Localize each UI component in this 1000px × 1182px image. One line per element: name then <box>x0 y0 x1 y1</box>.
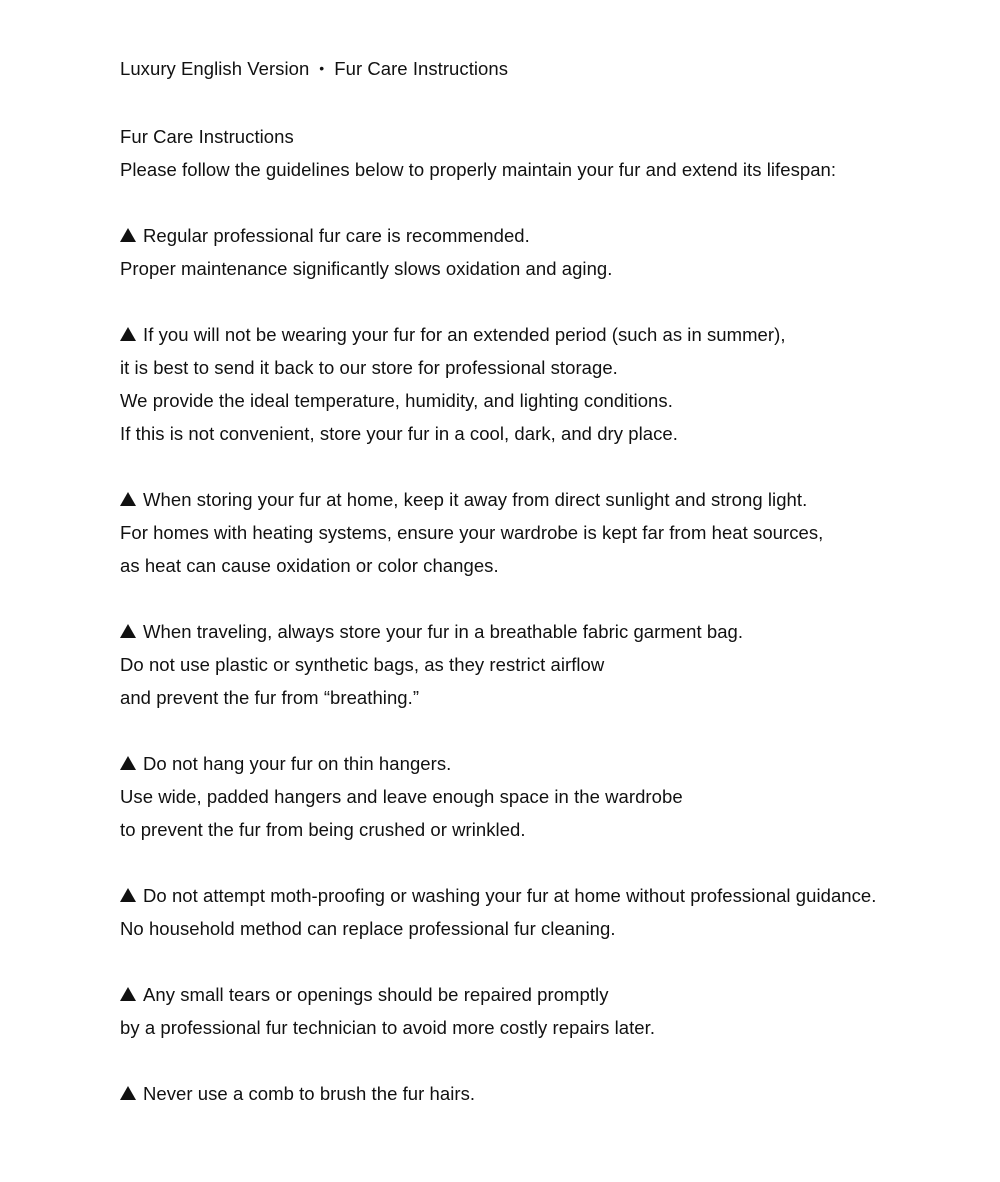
care-instruction <box>120 615 960 714</box>
care-instructions-list <box>120 219 960 1110</box>
care-instruction-lead <box>120 747 960 780</box>
care-instruction <box>120 879 960 945</box>
care-instruction-lead <box>120 615 960 648</box>
care-instruction-lead-text: When storing your fur at home, keep it away from direct sunlight and strong light. <box>143 489 808 510</box>
triangle-up-icon <box>120 624 136 638</box>
care-instruction-lead-text: Regular professional fur care is recommended. <box>143 225 530 246</box>
care-instruction <box>120 747 960 846</box>
header-version-label: Luxury English Version <box>120 58 310 79</box>
care-instruction-line: to prevent the fur from being crushed or wrinkled. <box>120 819 526 840</box>
care-instruction-line: Proper maintenance significantly slows oxidation and aging. <box>120 258 613 279</box>
document-header <box>120 52 960 87</box>
care-instruction-lead-text: Do not attempt moth-proofing or washing your fur at home without professional guidance. <box>143 885 877 906</box>
care-instruction-lead <box>120 879 960 912</box>
document-title: Fur Care Instructions <box>120 126 294 147</box>
care-instruction-lead <box>120 483 960 516</box>
header-document-label: Fur Care Instructions <box>334 58 509 79</box>
care-instruction-line: Use wide, padded hangers and leave enough space in the wardrobe <box>120 786 683 807</box>
care-instruction <box>120 978 960 1044</box>
document-intro: Please follow the guidelines below to properly maintain your fur and extend its lifespan: <box>120 159 837 180</box>
care-instruction-line: as heat can cause oxidation or color changes. <box>120 555 499 576</box>
title-block <box>120 120 960 186</box>
care-instruction-lead <box>120 318 960 351</box>
care-instruction-lead <box>120 1077 960 1110</box>
care-instruction-line: Do not use plastic or synthetic bags, as they restrict airflow <box>120 654 605 675</box>
triangle-up-icon <box>120 492 136 506</box>
care-instruction-lead <box>120 978 960 1011</box>
triangle-up-icon <box>120 327 136 341</box>
care-instruction-line: For homes with heating systems, ensure your wardrobe is kept far from heat sources, <box>120 522 824 543</box>
care-instruction <box>120 483 960 582</box>
header-separator: • <box>319 60 325 76</box>
care-instruction <box>120 219 960 285</box>
care-instruction <box>120 1077 960 1110</box>
care-instruction-line: by a professional fur technician to avoid more costly repairs later. <box>120 1017 656 1038</box>
triangle-up-icon <box>120 888 136 902</box>
document-page <box>120 0 960 1110</box>
care-instruction-lead-text: Never use a comb to brush the fur hairs. <box>143 1083 476 1104</box>
care-instruction-line: We provide the ideal temperature, humidity, and lighting conditions. <box>120 390 673 411</box>
care-instruction-line: If this is not convenient, store your fur in a cool, dark, and dry place. <box>120 423 678 444</box>
care-instruction-line: and prevent the fur from “breathing.” <box>120 687 420 708</box>
triangle-up-icon <box>120 1086 136 1100</box>
triangle-up-icon <box>120 228 136 242</box>
care-instruction-lead <box>120 219 960 252</box>
triangle-up-icon <box>120 987 136 1001</box>
care-instruction-line: No household method can replace professional fur cleaning. <box>120 918 616 939</box>
care-instruction-lead-text: Any small tears or openings should be repaired promptly <box>143 984 609 1005</box>
care-instruction-lead-text: When traveling, always store your fur in a breathable fabric garment bag. <box>143 621 744 642</box>
triangle-up-icon <box>120 756 136 770</box>
care-instruction-lead-text: Do not hang your fur on thin hangers. <box>143 753 452 774</box>
care-instruction-line: it is best to send it back to our store for professional storage. <box>120 357 618 378</box>
care-instruction <box>120 318 960 450</box>
care-instruction-lead-text: If you will not be wearing your fur for an extended period (such as in summer), <box>143 324 786 345</box>
